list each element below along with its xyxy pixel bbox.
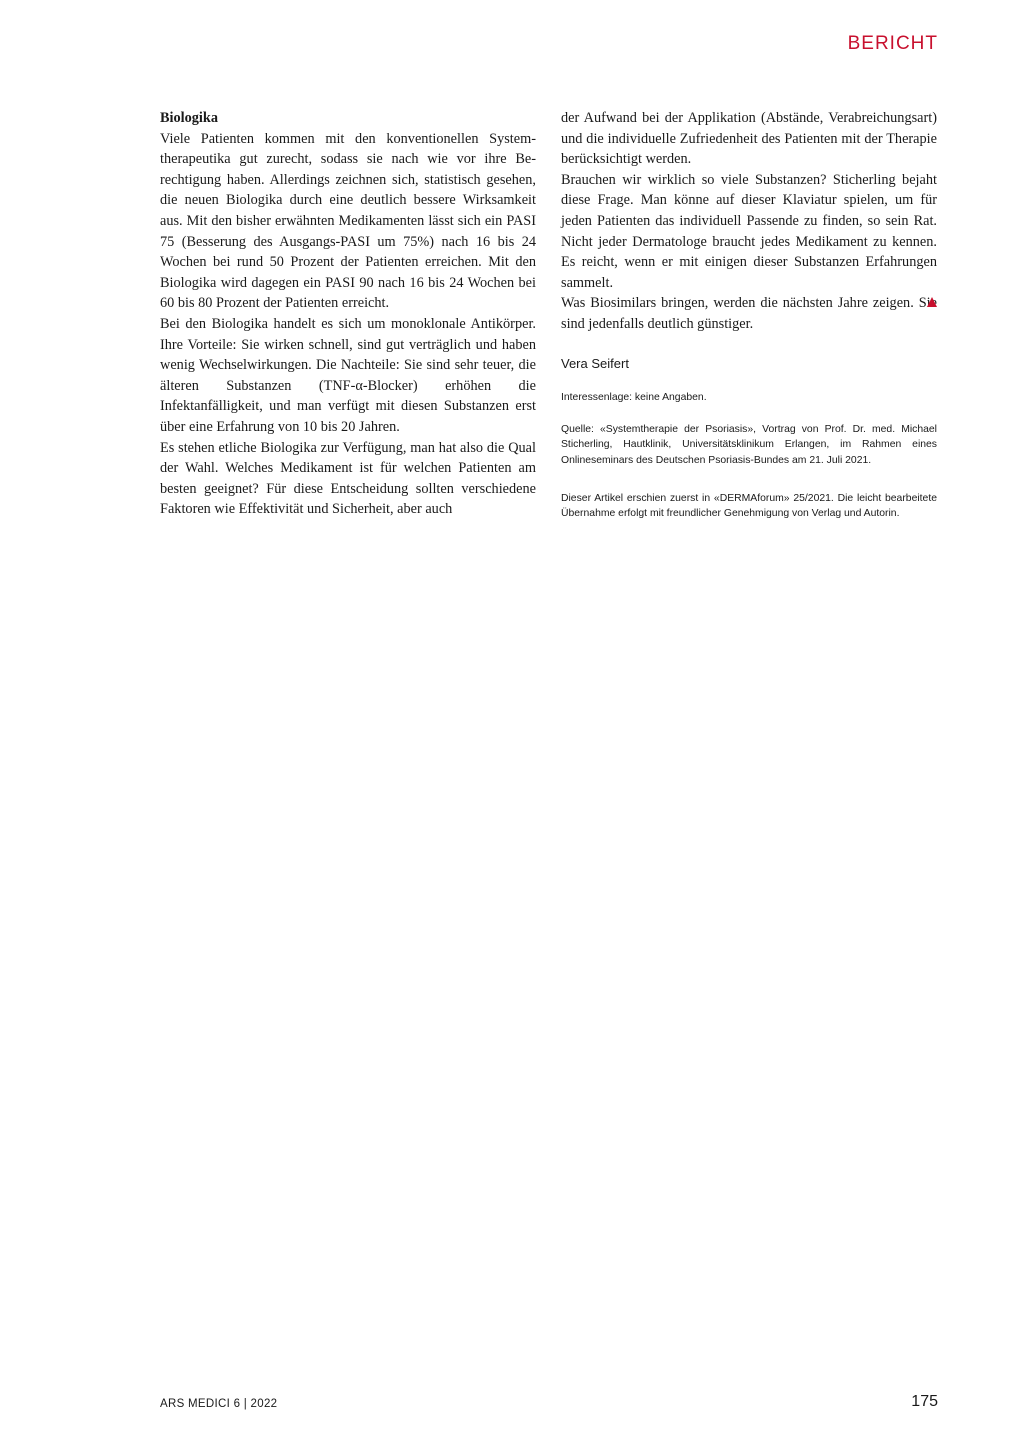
triangle-up-icon (927, 297, 937, 307)
body-paragraph: Bei den Biologika handelt es sich um monoklonale Antikörper. Ihre Vorteile: Sie wirken schnell, sind gut verträglich und haben wenig Wechselwirkungen. Die Nachteile: Sie sind sehr teuer, die älteren Substanzen (TNF-α-Blocker) erhöhen die Infektanfälligkeit, und man verfügt mit diesen Substanzen erst über eine Erfahrung von 10 bis 20 Jahren. (160, 315, 536, 435)
body-paragraph: Was Biosimilars bringen, werden die nächsten Jahre zeigen. Sie sind jedenfalls deutlich günstiger. (561, 295, 937, 332)
page-number: 175 (911, 1393, 938, 1410)
author-name: Vera Seifert (561, 355, 629, 371)
section-subheading: Biologika (160, 110, 218, 126)
right-column (561, 108, 937, 522)
body-paragraph: Es stehen etliche Biologika zur Verfügung, man hat also die Qual der Wahl. Welches Medikament ist für welchen Patienten am besten geeignet? Für diese Entscheidung sollten verschiedene Faktoren wie Effektivität und Sicherheit, aber auch (160, 439, 536, 518)
source-note: Quelle: «Systemtherapie der Psoriasis», Vortrag von Prof. Dr. med. Michael Sticherling, Hautklinik, Universitätsklinikum Erlangen, im Rahmen eines Onlineseminars des Deutschen Psoriasis-Bundes am 21. Juli 2021. (561, 423, 937, 466)
final-paragraph (561, 293, 937, 334)
republication-note: Dieser Artikel erschien zuerst in «DERMAforum» 25/2021. Die leicht bearbeitete Übernahme erfolgt mit freundlicher Genehmigung von Verlag und Autorin. (561, 492, 937, 520)
left-column (160, 108, 536, 520)
journal-footer: ARS MEDICI 6 | 2022 (160, 1398, 278, 1410)
body-paragraph: der Aufwand bei der Applikation (Abstände, Verabreichungsart) und die individuelle Zufriedenheit des Patienten mit der Therapie berücksichtigt werden. (561, 110, 937, 168)
section-label: BERICHT (847, 33, 938, 54)
body-paragraph: Viele Patienten kommen mit den konventionellen Systemtherapeutika gut zurecht, sodass sie nach wie vor ihre Berechtigung haben. Allerdings zeichnen sich, statistisch gesehen, die neuen Biologika durch eine deutlich bessere Wirksamkeit aus. Mit den bisher erwähnten Medikamenten lässt sich ein PASI 75 (Besserung des Ausgangs-PASI um 75%) nach 16 bis 24 Wochen bei rund 50 Prozent der Patienten erreichen. Mit den Biologika wird dagegen ein PASI 90 nach 16 bis 24 Wochen bei 60 bis 80 Prozent der Patienten erreicht. (160, 130, 536, 312)
interest-note: Interessenlage: keine Angaben. (561, 392, 707, 404)
body-paragraph: Brauchen wir wirklich so viele Substanzen? Sticherling bejaht diese Frage. Man könne auf dieser Klaviatur spielen, um für jeden Patienten das individuell Passende zu finden, so sein Rat. Nicht jeder Dermatologe braucht jedes Medikament zu kennen. Es reicht, wenn er mit einigen dieser Substanzen Erfahrungen sammelt. (561, 171, 937, 291)
